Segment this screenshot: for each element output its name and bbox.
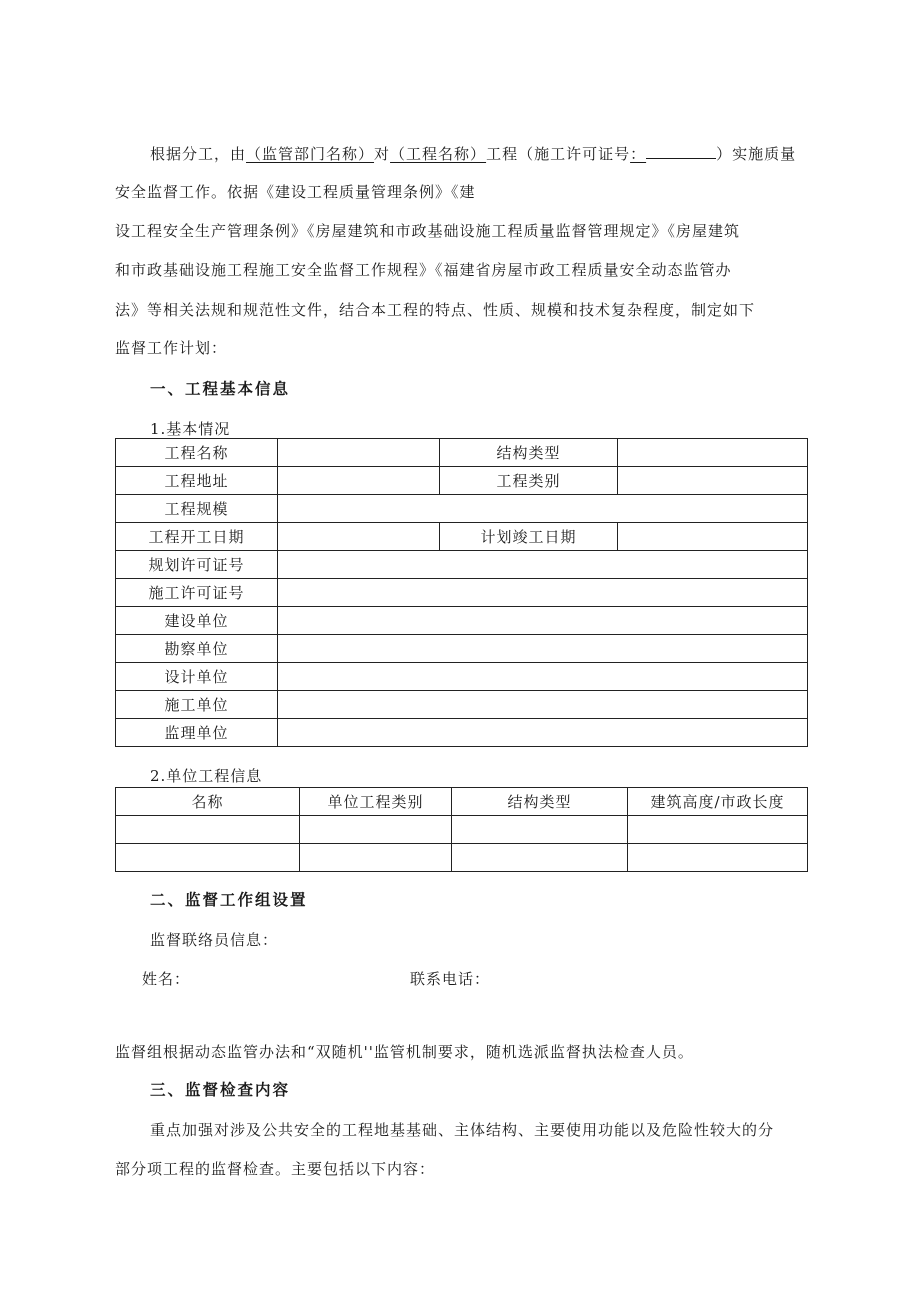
value-construction-permit[interactable] (278, 579, 808, 607)
label-structure-type: 结构类型 (440, 439, 618, 467)
label-start-date: 工程开工日期 (116, 523, 278, 551)
value-contractor[interactable] (278, 691, 808, 719)
cell[interactable] (300, 816, 452, 844)
table-row (116, 635, 808, 663)
cell[interactable] (628, 844, 808, 872)
name-label: 姓名： (142, 970, 191, 988)
table-row (116, 495, 808, 523)
label-construction-permit: 施工许可证号 (116, 579, 278, 607)
cell[interactable] (300, 844, 452, 872)
label-developer: 建设单位 (116, 607, 278, 635)
intro-line-5: 法》等相关法规和规范性文件，结合本工程的特点、性质、规模和技术复杂程度，制定如下 (115, 301, 756, 319)
header-structure-type: 结构类型 (452, 788, 628, 816)
label-project-address: 工程地址 (116, 467, 278, 495)
table-row (116, 691, 808, 719)
label-planned-completion: 计划竣工日期 (440, 523, 618, 551)
table-row (116, 607, 808, 635)
table-row (116, 663, 808, 691)
value-developer[interactable] (278, 607, 808, 635)
intro-line-3: 设工程安全生产管理条例》《房屋建筑和市政基础设施工程质量监督管理规定》《房屋建筑 (115, 222, 741, 240)
intro-text: 对 (374, 145, 391, 163)
label-project-scale: 工程规模 (116, 495, 278, 523)
header-height-length: 建筑高度/市政长度 (628, 788, 808, 816)
table-row (116, 467, 808, 495)
value-project-category[interactable] (618, 467, 808, 495)
inspection-paragraph-line-1: 重点加强对涉及公共安全的工程地基基础、主体结构、主要使用功能以及危险性较大的分 (150, 1121, 775, 1139)
value-project-address[interactable] (278, 467, 440, 495)
permit-colon: ： (630, 145, 647, 163)
value-project-name[interactable] (278, 439, 440, 467)
department-placeholder: （监管部门名称） (246, 145, 375, 163)
label-contractor: 施工单位 (116, 691, 278, 719)
table-row (116, 719, 808, 747)
label-project-category: 工程类别 (440, 467, 618, 495)
table-row (116, 523, 808, 551)
intro-line-4: 和市政基础设施工程施工安全监督工作规程》《福建省房屋市政工程质量安全动态监管办 (115, 261, 732, 279)
section1-title: 一、工程基本信息 (150, 379, 291, 398)
table-row (116, 551, 808, 579)
value-supervisor[interactable] (278, 719, 808, 747)
value-structure-type[interactable] (618, 439, 808, 467)
section3-title: 三、监督检查内容 (150, 1080, 291, 1099)
cell[interactable] (452, 844, 628, 872)
label-project-name: 工程名称 (116, 439, 278, 467)
table-row (116, 579, 808, 607)
liaison-label: 监督联络员信息： (150, 931, 279, 949)
random-selection-note: 监督组根据动态监管办法和“双随机''监管机制要求，随机选派监督执法检查人员。 (115, 1043, 694, 1061)
value-planned-completion[interactable] (618, 523, 808, 551)
table-row (116, 816, 808, 844)
section2-title: 二、监督工作组设置 (150, 890, 308, 909)
intro-line-6: 监督工作计划： (115, 339, 228, 357)
cell[interactable] (116, 844, 300, 872)
table-row (116, 439, 808, 467)
cell[interactable] (116, 816, 300, 844)
inspection-paragraph-line-2: 部分项工程的监督检查。主要包括以下内容： (115, 1160, 436, 1178)
unit-info-subtitle: 2.单位工程信息 (150, 767, 263, 785)
label-design: 设计单位 (116, 663, 278, 691)
intro-text: 工程（施工许可证号 (486, 145, 631, 163)
cell[interactable] (628, 816, 808, 844)
header-unit-category: 单位工程类别 (300, 788, 452, 816)
permit-number-blank (646, 144, 716, 159)
value-survey[interactable] (278, 635, 808, 663)
project-name-placeholder: （工程名称） (390, 145, 487, 163)
basic-info-table (115, 438, 808, 747)
cell[interactable] (452, 816, 628, 844)
header-name: 名称 (116, 788, 300, 816)
intro-line-1 (150, 143, 796, 164)
value-start-date[interactable] (278, 523, 440, 551)
intro-text: 根据分工，由 (150, 145, 247, 163)
intro-text: ）实施质量 (716, 145, 797, 163)
value-planning-permit[interactable] (278, 551, 808, 579)
intro-line-2: 安全监督工作。依据《建设工程质量管理条例》《建 (115, 183, 476, 201)
phone-label: 联系电话： (410, 970, 491, 988)
value-design[interactable] (278, 663, 808, 691)
basic-info-subtitle: 1.基本情况 (150, 420, 231, 438)
table-row (116, 844, 808, 872)
label-survey: 勘察单位 (116, 635, 278, 663)
table-header-row (116, 788, 808, 816)
label-planning-permit: 规划许可证号 (116, 551, 278, 579)
label-supervisor: 监理单位 (116, 719, 278, 747)
value-project-scale[interactable] (278, 495, 808, 523)
unit-info-table (115, 787, 808, 872)
